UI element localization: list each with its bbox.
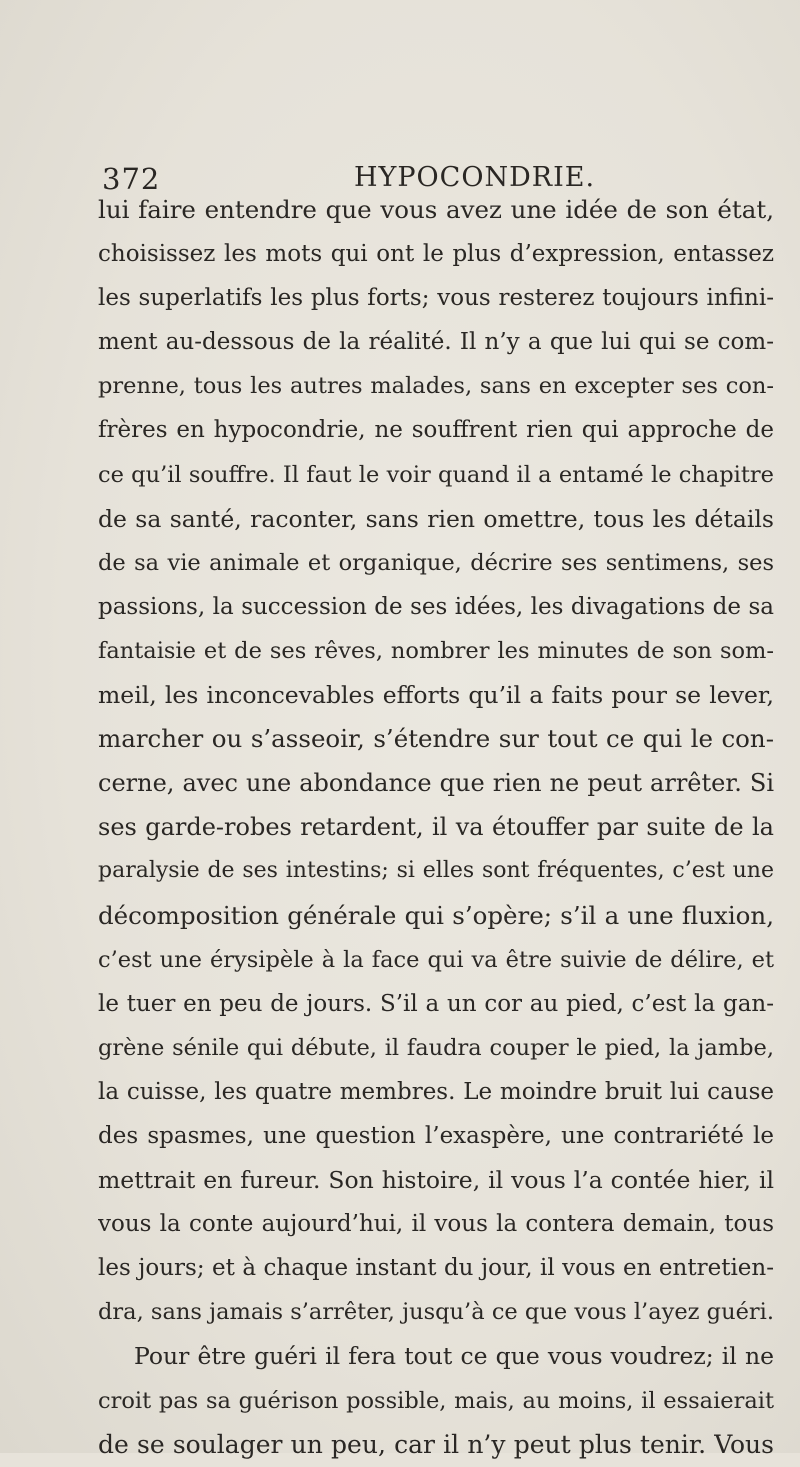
text-line: mettrait en fureur. Son histoire, il vous l’a contée hier, il xyxy=(98,1166,774,1195)
text-line: cerne, avec une abondance que rien ne peut arrêter. Si xyxy=(98,769,774,798)
text-line: vous la conte aujourd’hui, il vous la contera demain, tous xyxy=(98,1211,774,1238)
text-line: marcher ou s’asseoir, s’étendre sur tout ce qui le con- xyxy=(98,724,774,754)
text-line: lui faire entendre que vous avez une idée de son état, xyxy=(98,195,774,224)
text-line: passions, la succession de ses idées, les divagations de sa xyxy=(98,593,774,620)
text-line: des spasmes, une question l’exaspère, une contrariété le xyxy=(98,1122,774,1149)
text-line: les jours; et à chaque instant du jour, il vous en entretien- xyxy=(98,1255,774,1282)
text-line: Pour être guéri il fera tout ce que vous voudrez; il ne xyxy=(134,1342,774,1371)
text-line: ment au-dessous de la réalité. Il n’y a que lui qui se com- xyxy=(98,329,774,356)
text-line: la cuisse, les quatre membres. Le moindre bruit lui cause xyxy=(98,1078,774,1105)
text-line: prenne, tous les autres malades, sans en excepter ses con- xyxy=(98,373,774,400)
text-line: meil, les inconcevables efforts qu’il a faits pour se lever, xyxy=(98,681,774,710)
text-line: de se soulager un peu, car il n’y peut plus tenir. Vous xyxy=(98,1429,774,1459)
running-title: HYPOCONDRIE. xyxy=(354,162,596,193)
text-line: de sa vie animale et organique, décrire ses sentimens, ses xyxy=(98,549,774,576)
text-line: c’est une érysipèle à la face qui va être suivie de délire, et xyxy=(98,946,774,973)
text-line: fantaisie et de ses rêves, nombrer les minutes de son som- xyxy=(98,637,774,664)
text-line: ses garde-robes retardent, il va étouffer par suite de la xyxy=(98,813,774,842)
text-line: dra, sans jamais s’arrêter, jusqu’à ce que vous l’ayez guéri. xyxy=(98,1299,774,1326)
text-line: les superlatifs les plus forts; vous resterez toujours infini- xyxy=(98,285,774,312)
text-line: frères en hypocondrie, ne souffrent rien qui approche de xyxy=(98,417,774,444)
text-line: le tuer en peu de jours. S’il a un cor au pied, c’est la gan- xyxy=(98,990,774,1017)
text-line: paralysie de ses intestins; si elles sont fréquentes, c’est une xyxy=(98,858,774,884)
body-text xyxy=(98,188,774,1467)
text-line: décomposition générale qui s’opère; s’il a une fluxion, xyxy=(98,900,774,930)
text-line: croit pas sa guérison possible, mais, au moins, il essaierait xyxy=(98,1387,774,1414)
text-line: choisissez les mots qui ont le plus d’expression, entassez xyxy=(98,241,774,268)
text-line: ce qu’il souffre. Il faut le voir quand il a entamé le chapitre xyxy=(98,461,774,488)
page-number: 372 xyxy=(102,162,161,196)
text-line: de sa santé, raconter, sans rien omettre, tous les détails xyxy=(98,504,774,533)
text-line: grène sénile qui débute, il faudra couper le pied, la jambe, xyxy=(98,1034,774,1061)
